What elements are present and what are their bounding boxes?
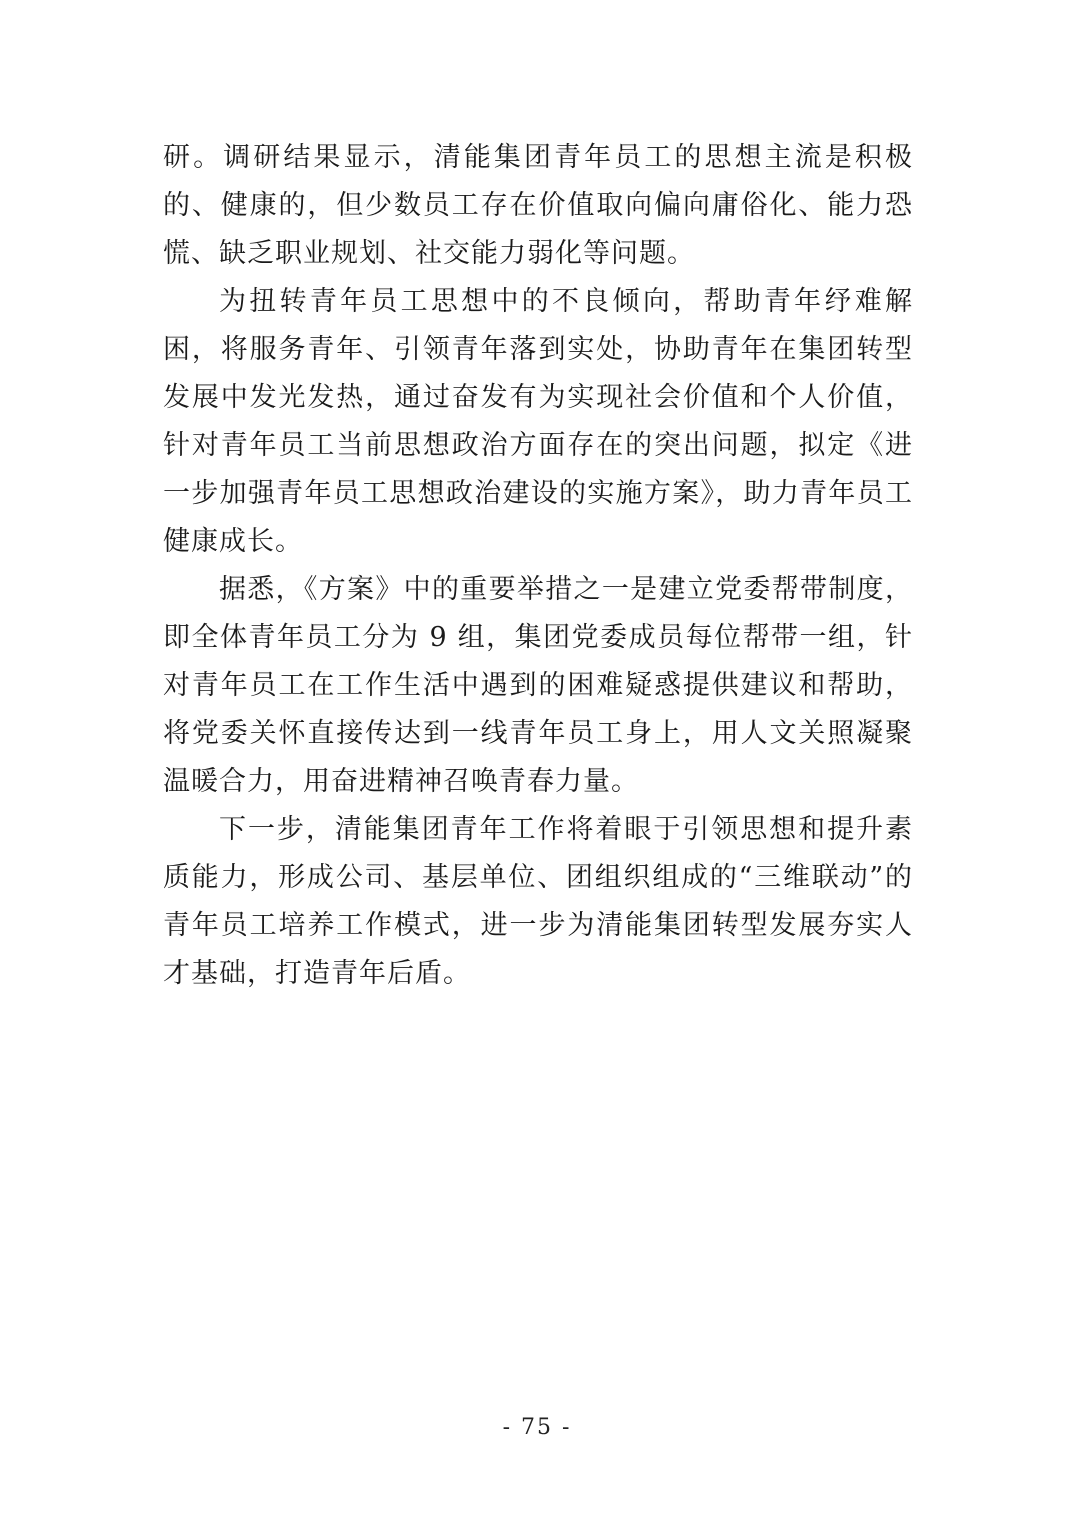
paragraph-1: 研。调研结果显示，清能集团青年员工的思想主流是积极的、健康的，但少数员工存在价值取向偏向庸俗化、能力恐慌、缺乏职业规划、社交能力弱化等问题。 bbox=[163, 142, 913, 269]
paragraph-3: 据悉，《方案》中的重要举措之一是建立党委帮带制度，即全体青年员工分为 9 组，集团党委成员每位帮带一组，针对青年员工在工作生活中遇到的困难疑惑提供建议和帮助，将党委关怀直接传达到一线青年员工身上，用人文关照凝聚温暖合力，用奋进精神召唤青春力量。 bbox=[163, 574, 913, 797]
page-body bbox=[163, 134, 913, 998]
page-number: - 75 - bbox=[502, 1415, 572, 1440]
paragraph-4: 下一步，清能集团青年工作将着眼于引领思想和提升素质能力，形成公司、基层单位、团组织组成的“三维联动”的青年员工培养工作模式，进一步为清能集团转型发展夯实人才基础，打造青年后盾。 bbox=[163, 814, 913, 989]
paragraph-2: 为扭转青年员工思想中的不良倾向，帮助青年纾难解困，将服务青年、引领青年落到实处，协助青年在集团转型发展中发光发热，通过奋发有为实现社会价值和个人价值，针对青年员工当前思想政治方面存在的突出问题，拟定《进一步加强青年员工思想政治建设的实施方案》，助力青年员工健康成长。 bbox=[163, 286, 913, 557]
